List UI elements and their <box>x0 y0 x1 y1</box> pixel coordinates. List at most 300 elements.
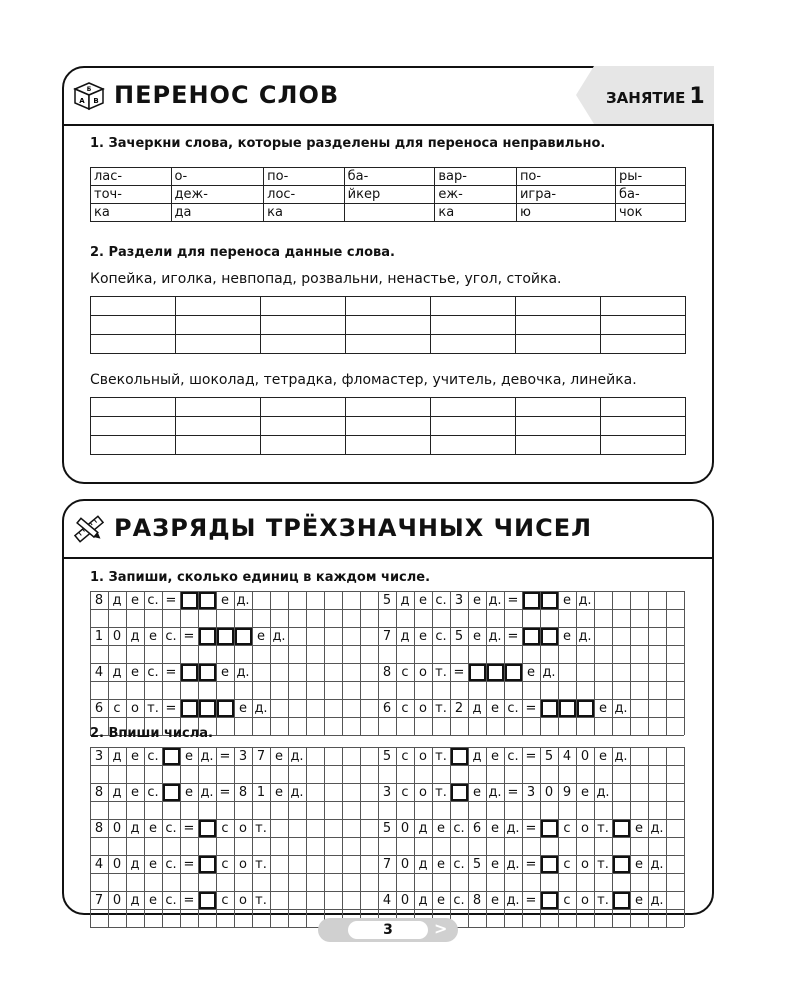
grid-char: 0 <box>400 892 410 908</box>
grid-char: с. <box>165 856 177 872</box>
grid-char: е <box>437 892 445 908</box>
answer-row <box>91 335 686 354</box>
answer-box[interactable] <box>613 820 630 837</box>
answer-cell[interactable] <box>91 297 176 316</box>
grid-char: е <box>473 592 481 608</box>
answer-box[interactable] <box>541 592 558 609</box>
grid-char: е <box>185 748 193 764</box>
answer-cell[interactable] <box>516 398 601 417</box>
grid-char: о <box>419 784 427 800</box>
grid-char: е <box>527 664 535 680</box>
answer-cell[interactable] <box>431 436 516 455</box>
grid-char: д <box>112 664 122 680</box>
grid-char: 4 <box>562 748 572 764</box>
answer-row <box>91 297 686 316</box>
grid-char: 0 <box>580 748 590 764</box>
grid-char: 8 <box>472 892 482 908</box>
chevron-right-icon[interactable]: > <box>434 919 448 938</box>
grid-char: = <box>165 700 177 716</box>
grid-char: с <box>401 700 409 716</box>
grid-char: о <box>419 700 427 716</box>
grid-char: с <box>113 700 121 716</box>
answer-box[interactable] <box>523 592 540 609</box>
grid-char: 8 <box>94 592 104 608</box>
answer-table-1 <box>90 296 686 354</box>
word-cell[interactable]: лас- <box>91 168 172 186</box>
answer-cell[interactable] <box>431 417 516 436</box>
answer-box[interactable] <box>487 664 504 681</box>
word-cell[interactable]: деж- <box>171 186 264 204</box>
grid-char: д. <box>578 592 592 608</box>
answer-box[interactable] <box>469 664 486 681</box>
grid-char: с <box>401 784 409 800</box>
grid-char: д. <box>650 856 664 872</box>
answer-box[interactable] <box>505 664 522 681</box>
word-cell[interactable]: по- <box>264 168 345 186</box>
word-cell[interactable]: ры- <box>616 168 686 186</box>
grid-char: с <box>563 892 571 908</box>
answer-cell[interactable] <box>261 398 346 417</box>
answer-box[interactable] <box>199 856 216 873</box>
grid-char: с <box>221 856 229 872</box>
grid-char: е <box>131 784 139 800</box>
section-header <box>64 501 712 559</box>
answer-cell[interactable] <box>176 417 261 436</box>
grid-char: е <box>491 748 499 764</box>
grid-char: с. <box>453 892 465 908</box>
grid-char: 5 <box>382 820 392 836</box>
grid-char: т. <box>435 784 447 800</box>
answer-cell[interactable] <box>261 417 346 436</box>
word-cell[interactable]: лос- <box>264 186 345 204</box>
grid-char: е <box>185 784 193 800</box>
lesson-tab <box>576 66 714 126</box>
grid-char: е <box>599 748 607 764</box>
answer-cell[interactable] <box>601 297 686 316</box>
grid-char: = <box>183 628 195 644</box>
answer-cell[interactable] <box>91 417 176 436</box>
grid-char: д <box>418 856 428 872</box>
grid-char: 5 <box>454 628 464 644</box>
answer-box[interactable] <box>541 820 558 837</box>
answer-cell[interactable] <box>91 335 176 354</box>
grid-char: д. <box>506 856 520 872</box>
grid-char: д. <box>506 820 520 836</box>
grid-char: с. <box>435 628 447 644</box>
lesson-label: ЗАНЯТИЕ <box>606 89 686 107</box>
answer-box[interactable] <box>451 784 468 801</box>
grid-char: 3 <box>382 784 392 800</box>
grid-char: д <box>472 748 482 764</box>
grid-char: с. <box>435 592 447 608</box>
grid-char: о <box>581 856 589 872</box>
grid-char: т. <box>435 700 447 716</box>
exercise-grid-2 <box>90 747 684 909</box>
grid-char: т. <box>435 748 447 764</box>
grid-char: 8 <box>238 784 248 800</box>
grid-char: е <box>563 592 571 608</box>
answer-box[interactable] <box>235 628 252 645</box>
answer-cell[interactable] <box>176 316 261 335</box>
grid-char: с <box>401 748 409 764</box>
grid-char: = <box>183 820 195 836</box>
answer-box[interactable] <box>199 592 216 609</box>
grid-char: с. <box>165 628 177 644</box>
answer-box[interactable] <box>199 892 216 909</box>
grid-char: 5 <box>382 592 392 608</box>
grid-char: с. <box>507 700 519 716</box>
answer-cell[interactable] <box>516 417 601 436</box>
grid-char: 6 <box>94 700 104 716</box>
task-2-instruction: 2. Впиши числа. <box>90 726 213 741</box>
answer-cell[interactable] <box>516 335 601 354</box>
grid-char: с <box>221 892 229 908</box>
grid-char: е <box>149 628 157 644</box>
task-2-instruction: 2. Раздели для переноса данные слова. <box>90 245 395 260</box>
words-table-row <box>91 168 686 186</box>
grid-char: е <box>473 628 481 644</box>
grid-char: д. <box>506 892 520 908</box>
grid-char: 5 <box>544 748 554 764</box>
grid-char: с. <box>453 856 465 872</box>
answer-row <box>91 436 686 455</box>
word-cell[interactable]: еж- <box>435 186 517 204</box>
grid-char: с <box>221 820 229 836</box>
grid-char: о <box>131 700 139 716</box>
grid-char: е <box>419 628 427 644</box>
grid-char: о <box>239 892 247 908</box>
answer-table-2 <box>90 397 686 455</box>
answer-box[interactable] <box>181 700 198 717</box>
grid-char: с. <box>147 748 159 764</box>
grid-char: т. <box>597 820 609 836</box>
grid-char: 4 <box>94 664 104 680</box>
grid-char: с <box>401 664 409 680</box>
grid-char: 0 <box>112 856 122 872</box>
grid-char: д <box>130 628 140 644</box>
grid-char: = <box>525 820 537 836</box>
answer-cell[interactable] <box>91 316 176 335</box>
answer-cell[interactable] <box>261 297 346 316</box>
svg-text:А: А <box>79 97 85 105</box>
grid-char: 0 <box>400 820 410 836</box>
grid-char: д. <box>272 628 286 644</box>
grid-char: 7 <box>382 628 392 644</box>
grid-char: е <box>635 856 643 872</box>
word-cell[interactable]: по- <box>516 168 615 186</box>
grid-char: 3 <box>526 784 536 800</box>
ruler-pencil-icon <box>72 514 106 544</box>
grid-char: д. <box>596 784 610 800</box>
grid-char: е <box>257 628 265 644</box>
word-cell[interactable]: ба- <box>344 168 435 186</box>
grid-char: д. <box>614 748 628 764</box>
grid-char: е <box>131 748 139 764</box>
grid-char: е <box>491 892 499 908</box>
grid-char: т. <box>597 856 609 872</box>
answer-box[interactable] <box>541 892 558 909</box>
answer-box[interactable] <box>199 820 216 837</box>
answer-cell[interactable] <box>601 398 686 417</box>
answer-box[interactable] <box>199 664 216 681</box>
section-title: РАЗРЯДЫ ТРЁХЗНАЧНЫХ ЧИСЕЛ <box>114 514 593 542</box>
words-table-row <box>91 186 686 204</box>
grid-char: е <box>131 664 139 680</box>
answer-box[interactable] <box>451 748 468 765</box>
grid-char: д. <box>236 664 250 680</box>
grid-char: е <box>635 892 643 908</box>
grid-char: д <box>400 628 410 644</box>
grid-char: е <box>221 664 229 680</box>
grid-char: е <box>221 592 229 608</box>
word-cell[interactable]: йкер <box>344 186 435 204</box>
grid-char: = <box>165 592 177 608</box>
grid-char: 8 <box>382 664 392 680</box>
grid-char: д. <box>200 784 214 800</box>
grid-char: о <box>581 820 589 836</box>
grid-char: 3 <box>454 592 464 608</box>
grid-char: 3 <box>238 748 248 764</box>
answer-cell[interactable] <box>261 436 346 455</box>
answer-cell[interactable] <box>346 335 431 354</box>
grid-char: д. <box>650 820 664 836</box>
answer-cell[interactable] <box>431 335 516 354</box>
grid-char: д. <box>614 700 628 716</box>
answer-cell[interactable] <box>346 297 431 316</box>
grid-char: о <box>239 856 247 872</box>
grid-char: е <box>581 784 589 800</box>
answer-box[interactable] <box>181 592 198 609</box>
word-cell[interactable]: ка <box>264 204 345 222</box>
answer-cell[interactable] <box>601 316 686 335</box>
answer-box[interactable] <box>541 628 558 645</box>
answer-cell[interactable] <box>431 297 516 316</box>
word-cell[interactable]: о- <box>171 168 264 186</box>
answer-cell[interactable] <box>261 316 346 335</box>
grid-char: д <box>112 592 122 608</box>
grid-char: = <box>165 664 177 680</box>
grid-char: 6 <box>472 820 482 836</box>
grid-char: е <box>131 592 139 608</box>
grid-char: д <box>400 592 410 608</box>
grid-char: д. <box>542 664 556 680</box>
grid-char: 7 <box>94 892 104 908</box>
grid-char: д. <box>578 628 592 644</box>
grid-char: с <box>563 856 571 872</box>
words-table-row <box>91 204 686 222</box>
answer-box[interactable] <box>217 700 234 717</box>
answer-row <box>91 316 686 335</box>
grid-char: е <box>239 700 247 716</box>
grid-char: 3 <box>94 748 104 764</box>
answer-cell[interactable] <box>431 316 516 335</box>
grid-char: е <box>563 628 571 644</box>
grid-char: 0 <box>112 892 122 908</box>
grid-char: д <box>130 820 140 836</box>
grid-char: 7 <box>256 748 266 764</box>
answer-box[interactable] <box>559 700 576 717</box>
word-cell[interactable]: ба- <box>616 186 686 204</box>
answer-cell[interactable] <box>516 436 601 455</box>
grid-char: д <box>418 820 428 836</box>
grid-char: с. <box>453 820 465 836</box>
word-cell[interactable]: чок <box>616 204 686 222</box>
answer-cell[interactable] <box>176 335 261 354</box>
grid-char: е <box>437 820 445 836</box>
answer-box[interactable] <box>613 856 630 873</box>
grid-char: д <box>112 748 122 764</box>
grid-char: е <box>491 820 499 836</box>
answer-box[interactable] <box>199 700 216 717</box>
grid-char: 8 <box>94 784 104 800</box>
grid-char: с. <box>507 748 519 764</box>
grid-char: = <box>525 748 537 764</box>
grid-char: с. <box>147 784 159 800</box>
grid-char: с <box>563 820 571 836</box>
answer-cell[interactable] <box>516 316 601 335</box>
word-cell[interactable]: игра- <box>516 186 615 204</box>
word-cell[interactable]: ка <box>435 204 517 222</box>
section-title: ПЕРЕНОС СЛОВ <box>114 81 340 109</box>
answer-cell[interactable] <box>176 297 261 316</box>
answer-box[interactable] <box>199 628 216 645</box>
grid-char: 0 <box>112 628 122 644</box>
word-cell[interactable]: ка <box>91 204 172 222</box>
answer-box[interactable] <box>163 748 180 765</box>
grid-char: т. <box>255 892 267 908</box>
grid-char: т. <box>255 820 267 836</box>
grid-char: 5 <box>472 856 482 872</box>
answer-row <box>91 398 686 417</box>
grid-char: д <box>112 784 122 800</box>
grid-char: т. <box>147 700 159 716</box>
answer-cell[interactable] <box>601 335 686 354</box>
grid-char: 8 <box>94 820 104 836</box>
grid-char: 0 <box>400 856 410 872</box>
words-sentence-2: Свекольный, шоколад, тетрадка, фломастер, учитель, девочка, линейка. <box>90 372 637 388</box>
answer-cell[interactable] <box>431 398 516 417</box>
section-three-digit-numbers <box>62 499 714 915</box>
section-header <box>64 68 712 126</box>
page-number: 3 <box>348 921 428 939</box>
abc-cube-icon <box>72 81 106 111</box>
answer-box[interactable] <box>523 628 540 645</box>
grid-char: с. <box>147 592 159 608</box>
grid-char: е <box>635 820 643 836</box>
answer-box[interactable] <box>181 664 198 681</box>
answer-cell[interactable] <box>346 436 431 455</box>
word-cell[interactable]: ю <box>516 204 615 222</box>
grid-char: = <box>525 700 537 716</box>
grid-char: 4 <box>382 892 392 908</box>
grid-char: т. <box>255 856 267 872</box>
grid-char: д <box>472 700 482 716</box>
grid-char: д. <box>200 748 214 764</box>
answer-box[interactable] <box>541 856 558 873</box>
grid-char: е <box>149 892 157 908</box>
grid-char: е <box>437 856 445 872</box>
grid-char: = <box>453 664 465 680</box>
grid-char: = <box>219 784 231 800</box>
grid-char: 1 <box>256 784 266 800</box>
grid-char: с. <box>165 820 177 836</box>
grid-char: е <box>491 856 499 872</box>
grid-char: = <box>507 784 519 800</box>
word-cell[interactable]: вар- <box>435 168 517 186</box>
words-sentence-1: Копейка, иголка, невпопад, розвальни, ненастье, угол, стойка. <box>90 271 562 287</box>
answer-cell[interactable] <box>516 297 601 316</box>
lesson-number: 1 <box>689 84 705 109</box>
grid-char: = <box>507 628 519 644</box>
grid-char: = <box>525 892 537 908</box>
svg-text:В: В <box>93 97 99 105</box>
grid-char: е <box>149 820 157 836</box>
answer-cell[interactable] <box>346 398 431 417</box>
answer-box[interactable] <box>217 628 234 645</box>
grid-char: д. <box>254 700 268 716</box>
grid-char: д. <box>290 784 304 800</box>
grid-char: т. <box>597 892 609 908</box>
answer-cell[interactable] <box>601 436 686 455</box>
word-cell[interactable]: точ- <box>91 186 172 204</box>
grid-char: о <box>239 820 247 836</box>
section-word-hyphenation <box>62 66 714 484</box>
grid-char: 7 <box>382 856 392 872</box>
grid-char: е <box>419 592 427 608</box>
answer-box[interactable] <box>577 700 594 717</box>
grid-char: 2 <box>454 700 464 716</box>
answer-cell[interactable] <box>346 417 431 436</box>
grid-char: д <box>130 892 140 908</box>
answer-row <box>91 417 686 436</box>
grid-char: с. <box>165 892 177 908</box>
grid-char: = <box>525 856 537 872</box>
answer-cell[interactable] <box>91 436 176 455</box>
answer-cell[interactable] <box>176 436 261 455</box>
answer-cell[interactable] <box>176 398 261 417</box>
grid-char: д. <box>488 784 502 800</box>
words-table <box>90 167 686 222</box>
answer-box[interactable] <box>163 784 180 801</box>
grid-char: д. <box>236 592 250 608</box>
grid-char: е <box>473 784 481 800</box>
grid-char: д. <box>650 892 664 908</box>
word-cell[interactable]: да <box>171 204 264 222</box>
answer-box[interactable] <box>613 892 630 909</box>
word-cell[interactable] <box>344 204 435 222</box>
answer-cell[interactable] <box>91 398 176 417</box>
grid-char: с. <box>147 664 159 680</box>
grid-char: д. <box>488 628 502 644</box>
exercise-grid-1 <box>90 591 684 717</box>
grid-char: о <box>419 664 427 680</box>
grid-char: о <box>419 748 427 764</box>
grid-char: 9 <box>562 784 572 800</box>
grid-char: 4 <box>94 856 104 872</box>
grid-char: д. <box>488 592 502 608</box>
grid-char: д <box>418 892 428 908</box>
grid-char: 5 <box>382 748 392 764</box>
grid-char: 0 <box>544 784 554 800</box>
task-1-instruction: 1. Запиши, сколько единиц в каждом числе. <box>90 570 431 585</box>
answer-cell[interactable] <box>601 417 686 436</box>
answer-cell[interactable] <box>346 316 431 335</box>
grid-char: д <box>130 856 140 872</box>
answer-cell[interactable] <box>261 335 346 354</box>
answer-box[interactable] <box>541 700 558 717</box>
grid-char: е <box>491 700 499 716</box>
svg-text:Б: Б <box>86 86 92 93</box>
